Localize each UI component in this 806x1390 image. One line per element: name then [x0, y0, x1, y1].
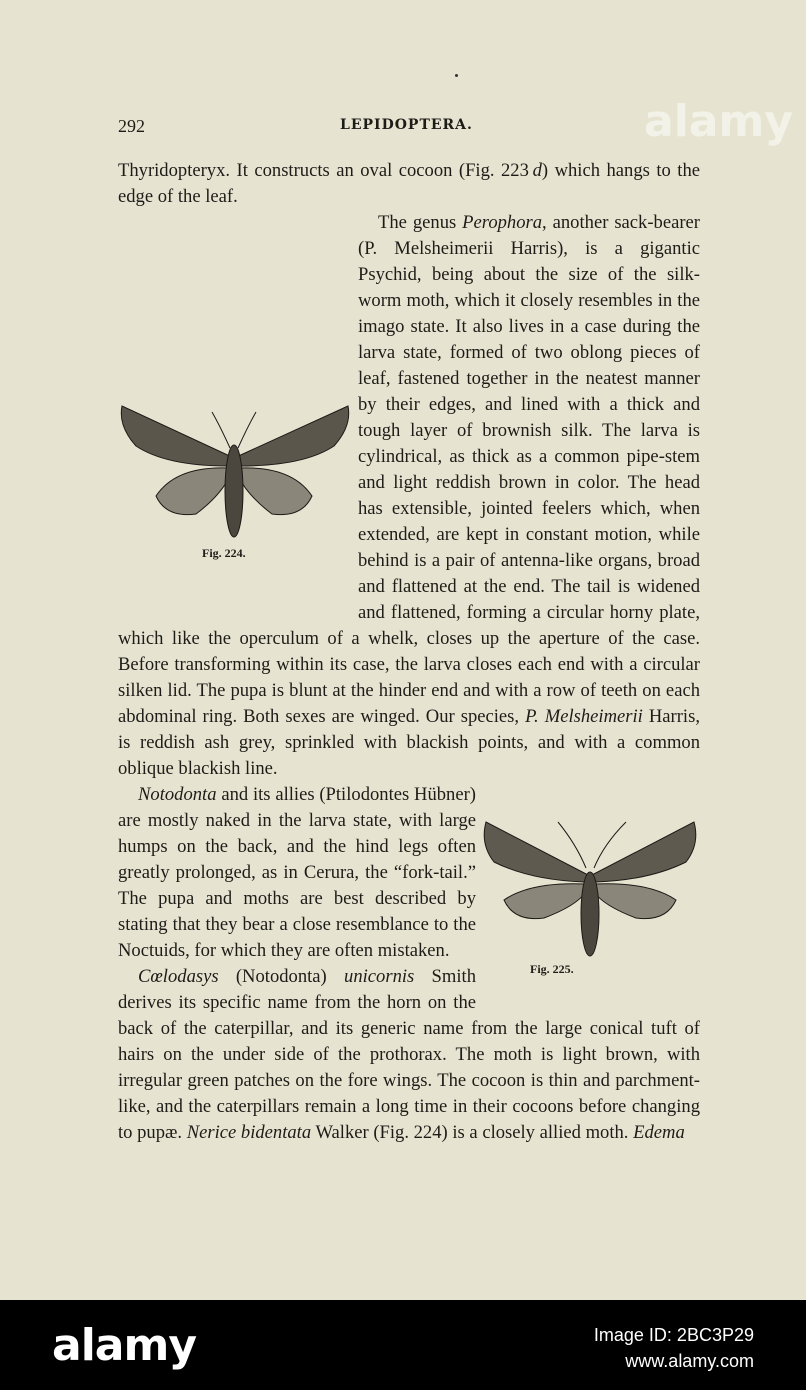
site-url: www.alamy.com	[625, 1351, 754, 1371]
paragraph-4: Cœlodasys (Notodonta) unicornis Smith derives its specific name from the horn on the back of the caterpillar, and its generic name from the large conical tuft of hairs on the under side of the prothorax. The moth is light brown, with irregular green patches on the fore wings. The cocoon is thin and parchment-like, and the caterpillars remain a long time in their cocoons before changing to pupæ. Nerice bidentata Walker (Fig. 224) is a closely allied moth. Edema	[118, 966, 700, 1143]
image-id: Image ID: 2BC3P29	[593, 1325, 754, 1345]
paragraph-1: Thyridopteryx. It constructs an oval cocoon (Fig. 223 d) which hangs to the edge of the leaf.	[118, 160, 700, 207]
figure-224	[116, 396, 352, 568]
paragraph-3: Notodonta and its allies (Ptilodontes Hübner) are mostly naked in the larva state, with large humps on the back, and the hind legs often greatly prolonged, as in Cerura, the “fork-tail.” The pupa and moths are best described by stating that they bear a close resemblance to the Noctuids, for which they are often mistaken.	[118, 782, 700, 964]
stock-footer	[0, 1300, 806, 1390]
page-number: 292	[118, 116, 145, 136]
running-head: LEPIDOPTERA.	[340, 117, 473, 133]
page-header	[118, 116, 698, 138]
image-id-block	[594, 1322, 754, 1374]
watermark-brand: alamy	[644, 96, 793, 147]
figure-224-caption: Fig. 224.	[202, 546, 246, 560]
body-text	[118, 158, 700, 1146]
moth-illustration-224	[116, 396, 352, 546]
alamy-logo: alamy	[52, 1320, 196, 1371]
paragraph-2: The genus Perophora, another sack-bearer (P. Melsheimerii Harris), is a gigantic Psychid, being about the size of the silk-worm moth, which it closely resembles in the imago state. It also lives in a case during the larva state, formed of two oblong pieces of leaf, fastened together in the neatest manner by their edges, and lined with a thick and tough layer of brownish silk. The larva is cylindrical, as thick as a common pipe-stem and light reddish brown in color. The head has extensible, jointed feelers which, when extended, are kept in constant motion, while behind is a pair of antenna-like organs, broad and flattened at the end. The tail is widened and flattened, forming a circular horny plate, which like the operculum of a whelk, closes up the aperture of the case. Before transforming within its case, the larva closes each end with a circular silken lid. The pupa is blunt at the hinder end and with a row of teeth on each abdominal ring. Both sexes are winged. Our species, P. Melsheimerii Harris, is reddish ash grey, sprinkled with blackish points, and with a common oblique blackish line.	[118, 212, 700, 779]
moth-illustration-225	[480, 814, 700, 964]
figure-225	[480, 814, 700, 980]
p2-text: , another sack-bearer (P. Melsheimerii Harris), is a gigantic Psychid, being about the size of the silk-worm moth, which it closely resembles in the imago state. It also lives in a case during the larva state, formed of two oblong pieces of leaf, fastened together in the neatest manner by their edges, and lined with a thick and tough layer of brownish silk. The larva is cylindrical, as thick as a common pipe-stem and light reddish brown in color. The head has extensible, jointed feelers which, when extended, are kept in constant motion, while behind is a pair of antenna-like organs, broad and flattened at the end. The tail is widened and flattened, forming a circular horny plate, which like the operculum of a whelk, closes up the aperture of the case. Before transforming within its case, the larva closes each end with a circular silken lid. The pupa is blunt at the hinder end and with a row of teeth on each abdominal ring. Both sexes are winged. Our species,	[118, 212, 700, 727]
ink-speck	[455, 74, 458, 77]
figure-225-caption: Fig. 225.	[530, 962, 574, 976]
